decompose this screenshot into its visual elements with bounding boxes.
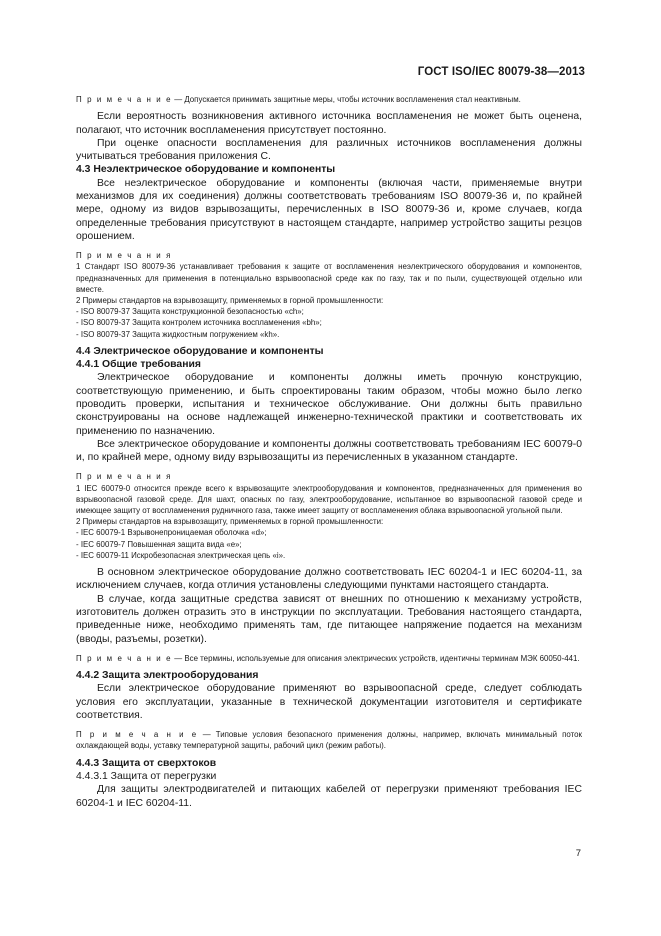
notes-heading (76, 250, 582, 261)
subsection-heading: 4.4.2 Защита электрооборудования (76, 670, 259, 682)
note-item: - ISO 80079-37 Защита конструкционной безопасностью «ch»; (76, 307, 304, 317)
paragraph: Электрическое оборудование и компоненты должны иметь прочную конструкцию, соответствующую применению, и быть спроектированы таким образом, чтобы можно было легко проводить проверки, испытания и техническое обслуживание. Они должны быть правильно сконструированы на основе надлежащей инженерно-технической практики и соответствовать их применению по назначению. (76, 372, 582, 437)
notes-label: П р и м е ч а н и я (76, 472, 172, 482)
paragraph: В случае, когда защитные средства зависят от внешних по отношению к механизму устройств, изготовитель должен отразить это в инструкции по эксплуатации. Требования настоящего стандарта, приведенные ниже, необходимо применять там, где питающее напряжение подается на механизм (вводы, разъемы, розетки). (76, 593, 582, 645)
note-label: П р и м е ч а н и е (76, 95, 173, 104)
note-item: 2 Примеры стандартов на взрывозащиту, применяемых в горной промышленности: (76, 295, 384, 305)
note-label: П р и м е ч а н и е (76, 653, 173, 663)
page-number: 7 (575, 848, 581, 859)
paragraph: Все неэлектрическое оборудование и компоненты (включая части, применяемые внутри механизмов для их соединения) должны соответствовать требованиям ISO 80079-36 и, по крайней мере, одному из видов взрывозащиты, перечисленных в ISO 80079-36 и, кроме случаев, когда определенные требования присутствуют в настоящем стандарте, например устройство защиты резцов орошением. (76, 177, 582, 242)
note-item: - IEC 60079-7 Повышенная защита вида «e»; (76, 539, 242, 549)
paragraph: Все электрическое оборудование и компоненты должны соответствовать требованиям IEC 60079-0 и, по крайней мере, одному виду взрывозащиты из перечисленных в указанном стандарте. (76, 438, 582, 464)
paragraph: Если электрическое оборудование применяют во взрывоопасной среде, следует соблюдать условия его эксплуатации, указанные в технической документации изготовителя и сертификате соответствия. (76, 683, 582, 721)
subsection-heading: 4.4.3 Защита от сверхтоков (76, 757, 217, 769)
note-item: - IEC 60079-1 Взрывонепроницаемая оболочка «d»; (76, 528, 267, 538)
note (76, 729, 582, 751)
note-item: - IEC 60079-11 Искробезопасная электрическая цепь «i». (76, 550, 286, 560)
note-item: - ISO 80079-37 Защита контролем источника воспламенения «bh»; (76, 318, 322, 328)
paragraph: В основном электрическое оборудование должно соответствовать IEC 60204-1 и IEC 60204-11, за исключением случаев, когда отличия установлены следующими пунктами настоящего стандарта. (76, 567, 582, 592)
note-item: 2 Примеры стандартов на взрывозащиту, применяемых в горной промышленности: (76, 517, 384, 527)
subsection-heading: 4.4.1 Общие требования (76, 359, 201, 371)
note (76, 94, 582, 105)
document-header: ГОСТ ISO/IEC 80079-38—2013 (417, 66, 585, 78)
paragraph: При оценке опасности воспламенения для различных источников воспламенения должны учитываться требования приложения С. (76, 137, 582, 163)
notes-label: П р и м е ч а н и я (76, 251, 172, 261)
note-text: — Все термины, используемые для описания электрических устройств, идентичны терминам МЭК 60050-441. (174, 653, 580, 663)
note-text: — Типовые условия безопасного применения должны, например, включать минимальный поток охлаждающей воды, уставку температурной защиты, рабочий цикл (режим работы). (76, 730, 582, 751)
section-heading: 4.3 Неэлектрическое оборудование и компоненты (76, 164, 336, 176)
paragraph: Для защиты электродвигателей и питающих кабелей от перегрузки применяют требования IEC 60204-1 и IEC 60204-11. (76, 784, 582, 809)
note-label: П р и м е ч а н и е (76, 730, 198, 740)
paragraph: Если вероятность возникновения активного источника воспламенения не может быть оценена, полагают, что источник воспламенения присутствует постоянно. (76, 111, 582, 136)
note (76, 653, 582, 664)
note-item: - ISO 80079-37 Защита жидкостным погружением «kh». (76, 329, 280, 339)
note-text: — Допускается принимать защитные меры, чтобы источник воспламенения стал неактивным. (174, 95, 521, 104)
section-heading: 4.4 Электрическое оборудование и компоненты (76, 345, 324, 357)
clause-heading: 4.4.3.1 Защита от перегрузки (76, 770, 217, 782)
note-item: 1 IEC 60079-0 относится прежде всего к взрывозащите электрооборудования и компонентов, предназначенных для применения во взрывоопасной газовой среде. Для шахт, опасных по газу, электрооборудование, испытанное во взрывоопасной газовой среде и имеющее защиту от воспламенения рудничного газа, также имеет защиту от воспламенения облака взрывоопасной угольной пыли. (76, 483, 582, 516)
note-item: 1 Стандарт ISO 80079-36 устанавливает требования к защите от воспламенения неэлектрического оборудования и компонентов, предназначенных для применения в потенциально взрывоопасной среде как по газу, так и по пыли, существующей отдельно или вместе. (76, 262, 582, 294)
page-body (76, 94, 582, 810)
notes-heading (76, 471, 582, 482)
